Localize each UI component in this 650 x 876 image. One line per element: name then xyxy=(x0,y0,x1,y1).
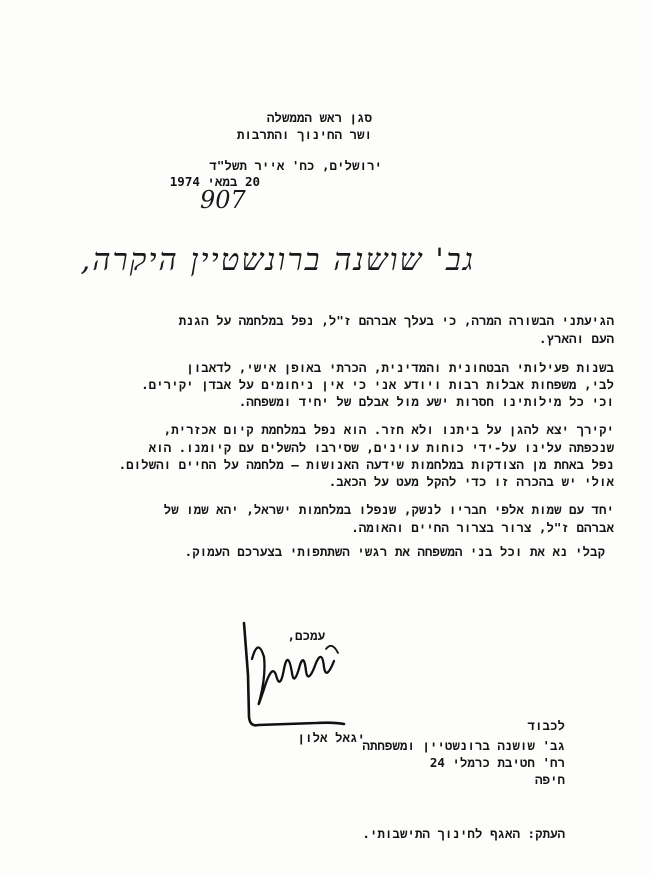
body-p2-line3: וכי כל מילותינו חסרות ישע מול אבלם של יחיד ומשפחה. xyxy=(238,394,614,409)
body-p5-line1: קבלי נא את וכל בני המשפחה את רגשי השתתפותי בצערכם העמוק. xyxy=(184,544,605,559)
signature-name: יגאל אלון xyxy=(297,730,365,745)
body-p4-line1: יחד עם שמות אלפי חבריו לנשק, שנפלו במלחמות ישראל, יהא שמו של xyxy=(163,502,614,517)
recipient-city: חיפה xyxy=(534,772,565,787)
body-p3-line1: יקירך יצא להגן על ביתנו ולא חזר. הוא נפל במלחמת קיום אכזרית, xyxy=(163,422,614,437)
body-p1-line2: העם והארץ. xyxy=(538,331,614,346)
body-p3-line2: שנכפתה עלינו על-ידי כוחות עוינים, שסירבו להשלים עם קיומנו. הוא xyxy=(148,440,614,455)
office-line-2: ושר החינוך והתרבות xyxy=(236,127,372,142)
body-p2-line2: לבי, משפחות אבלות רבות ויודע אני כי אין ניחומים על אבדן יקירים. xyxy=(141,377,614,392)
handwritten-signature-graphic xyxy=(228,615,353,745)
date-hebrew: ירושלים, כח' אייר תשל"ד xyxy=(209,158,382,173)
closing-with-you: עמכם, xyxy=(287,628,325,643)
file-number-handwritten: 907 xyxy=(200,186,246,214)
recipient-to: לכבוד xyxy=(527,718,565,733)
recipient-street: רח' חטיבת כרמלי 24 xyxy=(429,755,565,770)
body-p4-line2: אברהם ז"ל, צרור בצרור החיים והאומה. xyxy=(351,520,614,535)
body-p3-line4: אולי יש בהכרה זו כדי להקל מעט על הכאב. xyxy=(328,474,614,489)
body-p1-line1: הגיעתני הבשורה המרה, כי בעלך אברהם ז"ל, נפל במלחמה על הגנת xyxy=(178,313,614,328)
recipient-name: גב' שושנה ברונשטיין ומשפחתה xyxy=(362,738,565,753)
date-gregorian: 20 במאי 1974 xyxy=(169,174,260,189)
body-p2-line1: בשנות פעילותי הבטחונית והמדינית, הכרתי באופן אישי, לדאבון xyxy=(186,360,614,375)
body-p3-line3: נפל באחת מן הצודקות במלחמות שידעה האנושות – מלחמה על החיים והשלום. xyxy=(118,457,614,472)
salutation-handwritten: גב' שושנה ברונשטיין היקרה, xyxy=(80,242,475,278)
office-line-1: סגן ראש הממשלה xyxy=(266,110,372,125)
copy-note: העתק: האגף לחינוך התישבותי. xyxy=(362,826,565,841)
